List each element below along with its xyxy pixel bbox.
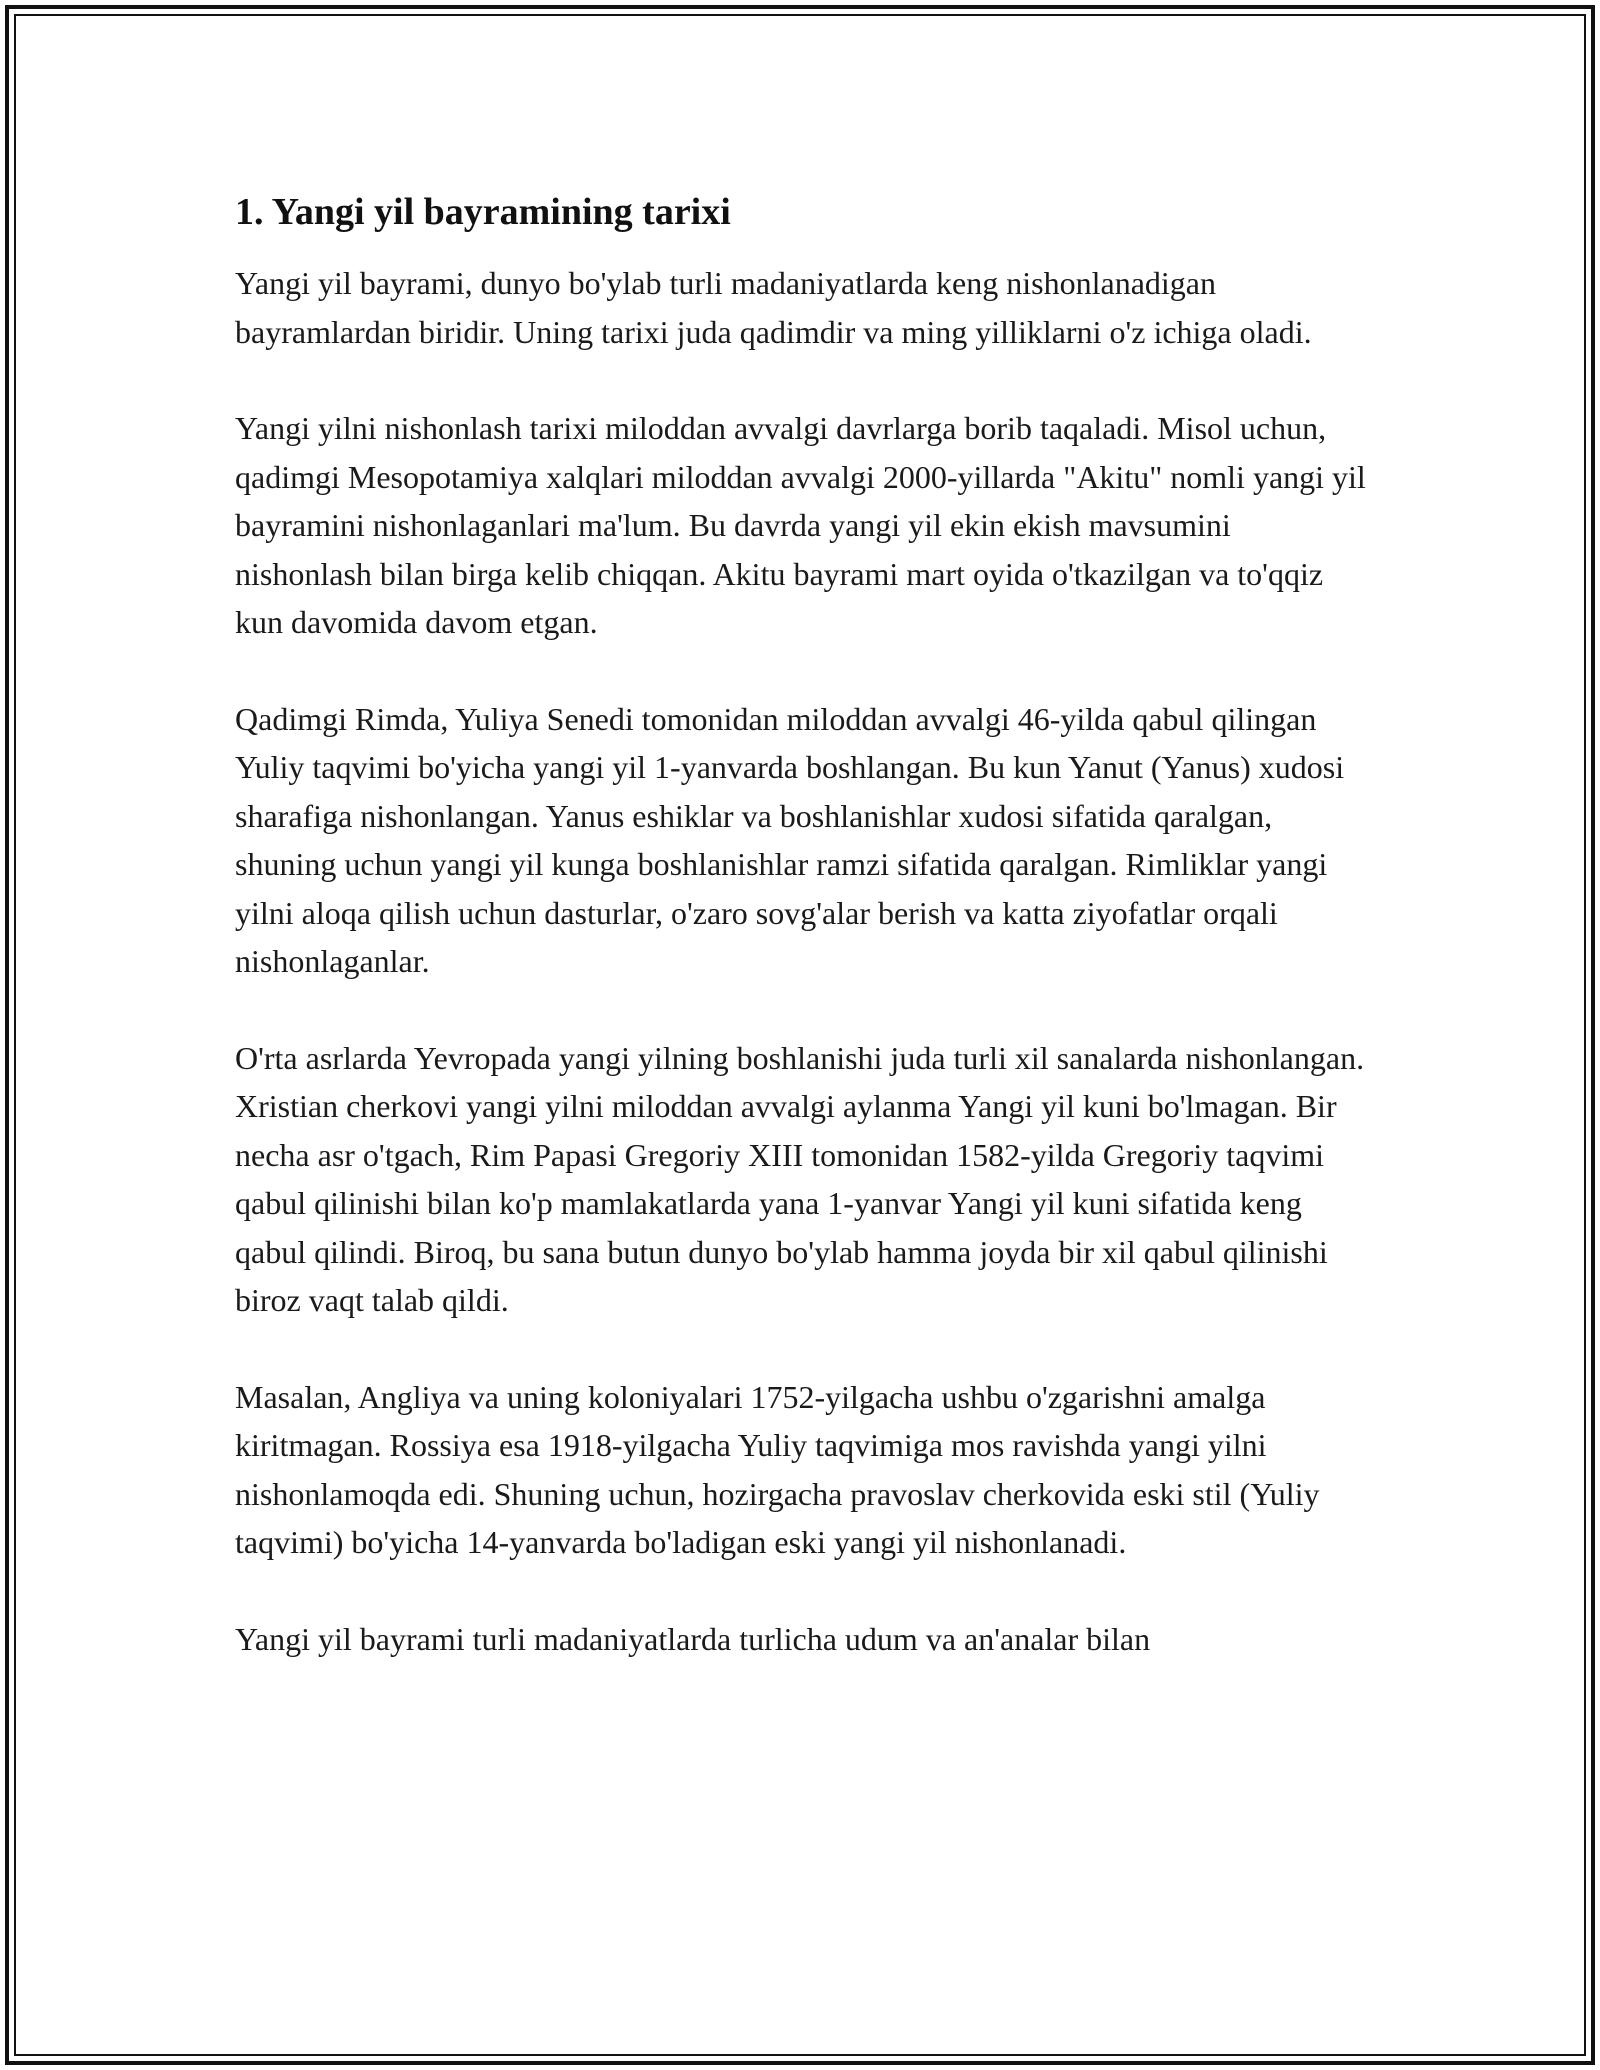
paragraph-rome: Qadimgi Rimda, Yuliya Senedi tomonidan miloddan avvalgi 46-yilda qabul qilingan Yuliy taqvimi bo'yicha yangi yil 1-yanvarda boshlangan. Bu kun Yanut (Yanus) xudosi sharafiga nishonlangan. Yanus eshiklar va boshlanishlar xudosi sifatida qaralgan, shuning uchun yangi yil kunga boshlanishlar ramzi sifatida qaralgan. Rimliklar yangi yilni aloqa qilish uchun dasturlar, o'zaro sovg'alar berish va katta ziyofatlar orqali nishonlaganlar. bbox=[235, 700, 1345, 979]
document-body bbox=[235, 185, 1370, 1711]
paragraph-intro: Yangi yil bayrami, dunyo bo'ylab turli madaniyatlarda keng nishonlanadigan bayramlardan biridir. Uning tarixi juda qadimdir va ming yilliklarni o'z ichiga oladi. bbox=[235, 265, 1312, 350]
section-heading: 1. Yangi yil bayramining tarixi bbox=[235, 191, 731, 233]
paragraph-traditions: Yangi yil bayrami turli madaniyatlarda turlicha udum va an'analar bilan bbox=[235, 1620, 1151, 1657]
paragraph-england-russia: Masalan, Angliya va uning koloniyalari 1752-yilgacha ushbu o'zgarishni amalga kiritmagan. Rossiya esa 1918-yilgacha Yuliy taqvimiga mos ravishda yangi yilni nishonlamoqda edi. Shuning uchun, hozirgacha pravoslav cherkovida eski stil (Yuliy taqvimi) bo'yicha 14-yanvarda bo'ladigan eski yangi yil nishonlanadi. bbox=[235, 1378, 1320, 1560]
paragraph-middle-ages: O'rta asrlarda Yevropada yangi yilning boshlanishi juda turli xil sanalarda nishonlangan. Xristian cherkovi yangi yilni miloddan avvalgi aylanma Yangi yil kuni bo'lmagan. Bir necha asr o'tgach, Rim Papasi Gregoriy XIII tomonidan 1582-yilda Gregoriy taqvimi qabul qilinishi bilan ko'p mamlakatlarda yana 1-yanvar Yangi yil kuni sifatida keng qabul qilindi. Biroq, bu sana butun dunyo bo'ylab hamma joyda bir xil qabul qilinishi biroz vaqt talab qildi. bbox=[235, 1039, 1365, 1318]
paragraph-mesopotamia: Yangi yilni nishonlash tarixi miloddan avvalgi davrlarga borib taqaladi. Misol uchun, qadimgi Mesopotamiya xalqlari miloddan avvalgi 2000-yillarda "Akitu" nomli yangi yil bayramini nishonlaganlari ma'lum. Bu davrda yangi yil ekin ekish mavsumini nishonlash bilan birga kelib chiqqan. Akitu bayrami mart oyida o'tkazilgan va to'qqiz kun davomida davom etgan. bbox=[235, 410, 1366, 640]
